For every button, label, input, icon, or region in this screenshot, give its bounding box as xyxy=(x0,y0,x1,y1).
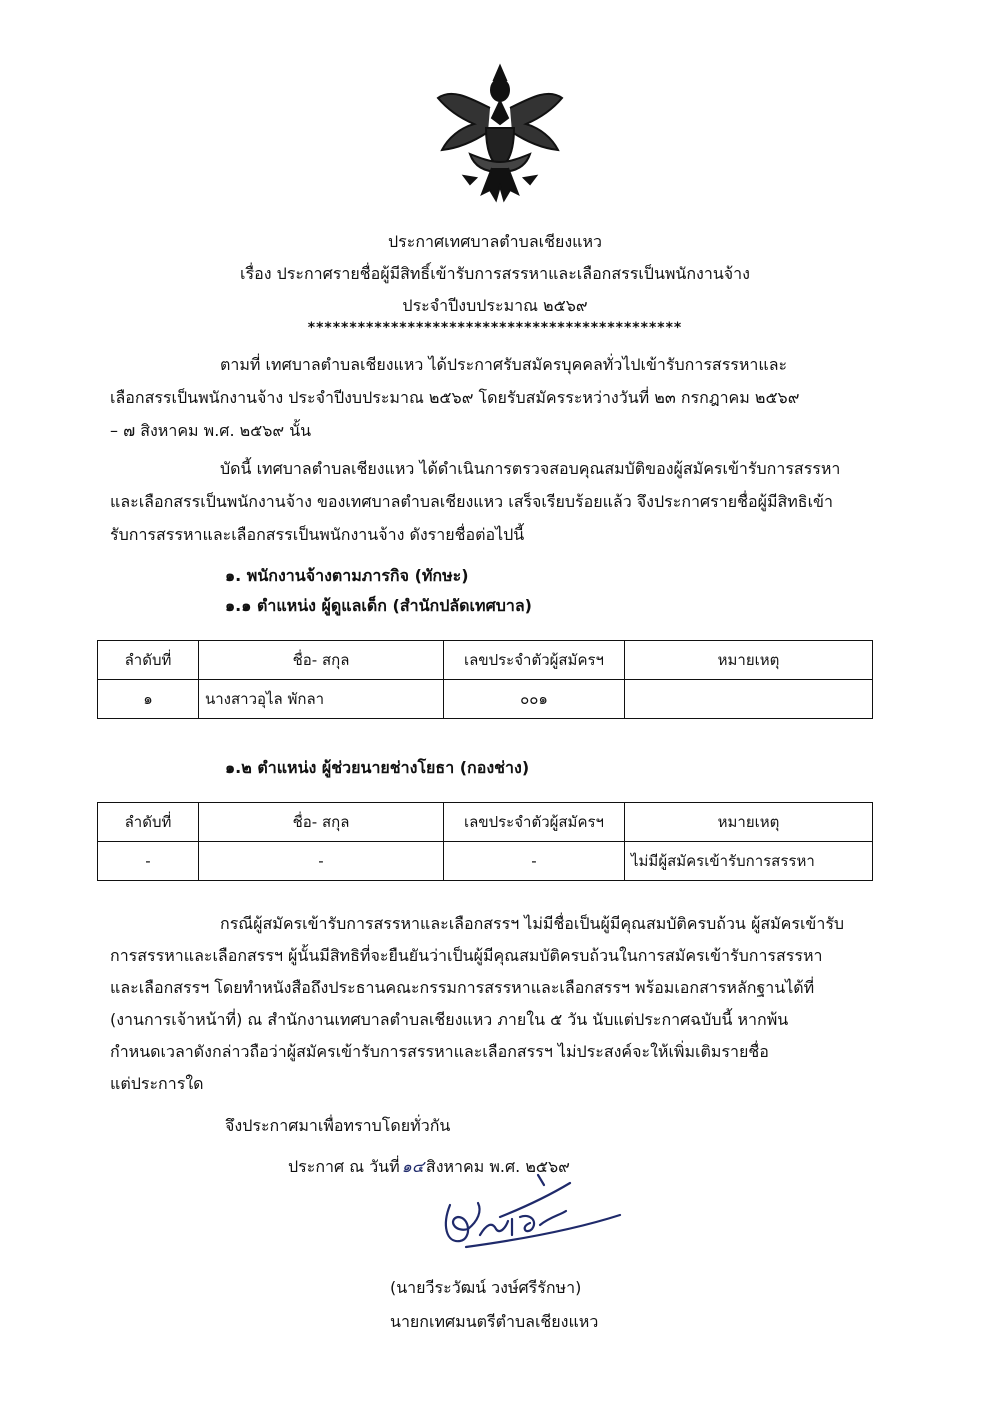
column-header: เลขประจำตัวผู้สมัครฯ xyxy=(444,641,625,680)
table-header-row xyxy=(98,641,873,680)
table-cell: - xyxy=(199,842,444,881)
signer-name: (นายวีระวัฒน์ วงษ์ศรีรักษา) xyxy=(390,1278,582,1297)
paragraph-result xyxy=(110,452,890,551)
announcement-subject: เรื่อง ประกาศรายชื่อผู้มีสิทธิ์เข้ารับการสรรหาและเลือกสรรเป็นพนักงานจ้าง xyxy=(240,264,750,283)
table-cell: - xyxy=(444,842,625,881)
paragraph-result-line: รับการสรรหาและเลือกสรรเป็นพนักงานจ้าง ดังรายชื่อต่อไปนี้ xyxy=(110,525,525,544)
paragraph-result-line: และเลือกสรรเป็นพนักงานจ้าง ของเทศบาลตำบลเชียงแหว เสร็จเรียบร้อยแล้ว จึงประกาศรายชื่อผู้มีสิทธิเข้า xyxy=(110,492,833,511)
column-header: หมายเหตุ xyxy=(625,641,873,680)
table-header-row xyxy=(98,803,873,842)
column-header: ชื่อ- สกุล xyxy=(199,803,444,842)
paragraph-appeal-line: กำหนดเวลาดังกล่าวถือว่าผู้สมัครเข้ารับการสรรหาและเลือกสรรฯ ไม่ประสงค์จะให้เพิ่มเติมรายชื่อ xyxy=(110,1042,769,1061)
paragraph-intro xyxy=(110,348,890,447)
candidate-table-2 xyxy=(97,802,873,881)
announcement-title: ประกาศเทศบาลตำบลเชียงแหว xyxy=(388,232,602,251)
paragraph-appeal-line: การสรรหาและเลือกสรรฯ ผู้นั้นมีสิทธิที่จะยืนยันว่าเป็นผู้มีคุณสมบัติครบถ้วนในการสมัครเข้ารับการสรรหา xyxy=(110,946,823,965)
paragraph-intro-line: – ๗ สิงหาคม พ.ศ. ๒๕๖๙ นั้น xyxy=(110,421,312,440)
table-cell: ไม่มีผู้สมัครเข้ารับการสรรหา xyxy=(625,842,873,881)
paragraph-appeal-line: กรณีผู้สมัครเข้ารับการสรรหาและเลือกสรรฯ ไม่มีชื่อเป็นผู้มีคุณสมบัติครบถ้วน ผู้สมัครเข้ารับ xyxy=(220,914,845,933)
date-day-handwritten: ๑๔ xyxy=(401,1157,424,1176)
date-suffix: สิงหาคม พ.ศ. ๒๕๖๙ xyxy=(425,1157,570,1176)
signer-title: นายกเทศมนตรีตำบลเชียงแหว xyxy=(390,1312,599,1331)
garuda-emblem-icon xyxy=(430,58,570,208)
section-heading: ๑. พนักงานจ้างตามภารกิจ (ทักษะ) xyxy=(225,566,469,585)
closing-statement: จึงประกาศมาเพื่อทราบโดยทั่วกัน xyxy=(225,1116,451,1135)
column-header: เลขประจำตัวผู้สมัครฯ xyxy=(444,803,625,842)
separator-stars: ********************************************* xyxy=(307,320,683,336)
paragraph-intro-line: เลือกสรรเป็นพนักงานจ้าง ประจำปีงบประมาณ ๒๕๖๙ โดยรับสมัครระหว่างวันที่ ๒๓ กรกฎาคม ๒๕๖๙ xyxy=(110,388,800,407)
fiscal-year-line: ประจำปีงบประมาณ ๒๕๖๙ xyxy=(402,296,588,315)
table-row xyxy=(98,680,873,719)
table-cell: ๐๐๑ xyxy=(444,680,625,719)
table-cell: ๑ xyxy=(98,680,199,719)
column-header: หมายเหตุ xyxy=(625,803,873,842)
paragraph-appeal xyxy=(110,908,890,1100)
paragraph-appeal-line: (งานการเจ้าหน้าที่) ณ สำนักงานเทศบาลตำบลเชียงแหว ภายใน ๕ วัน นับแต่ประกาศฉบับนี้ หากพ้น xyxy=(110,1010,789,1029)
column-header: ชื่อ- สกุล xyxy=(199,641,444,680)
paragraph-result-line: บัดนี้ เทศบาลตำบลเชียงแหว ได้ดำเนินการตรวจสอบคุณสมบัติของผู้สมัครเข้ารับการสรรหา xyxy=(220,459,841,478)
date-prefix: ประกาศ ณ วันที่ xyxy=(288,1157,400,1176)
handwritten-signature xyxy=(420,1155,640,1265)
column-header: ลำดับที่ xyxy=(98,803,199,842)
paragraph-appeal-line: และเลือกสรรฯ โดยทำหนังสือถึงประธานคณะกรรมการสรรหาและเลือกสรรฯ พร้อมเอกสารหลักฐานได้ที่ xyxy=(110,978,815,997)
paragraph-intro-line: ตามที่ เทศบาลตำบลเชียงแหว ได้ประกาศรับสมัครบุคคลทั่วไปเข้ารับการสรรหาและ xyxy=(220,355,788,374)
table-cell: นางสาวอุไล พักลา xyxy=(199,680,444,719)
subsection-heading: ๑.๒ ตำแหน่ง ผู้ช่วยนายช่างโยธา (กองช่าง) xyxy=(225,758,530,777)
table-row xyxy=(98,842,873,881)
paragraph-appeal-line: แต่ประการใด xyxy=(110,1074,204,1093)
table-cell: - xyxy=(98,842,199,881)
table-cell xyxy=(625,680,873,719)
column-header: ลำดับที่ xyxy=(98,641,199,680)
subsection-heading: ๑.๑ ตำแหน่ง ผู้ดูแลเด็ก (สำนักปลัดเทศบาล) xyxy=(225,596,532,615)
candidate-table-1 xyxy=(97,640,873,719)
